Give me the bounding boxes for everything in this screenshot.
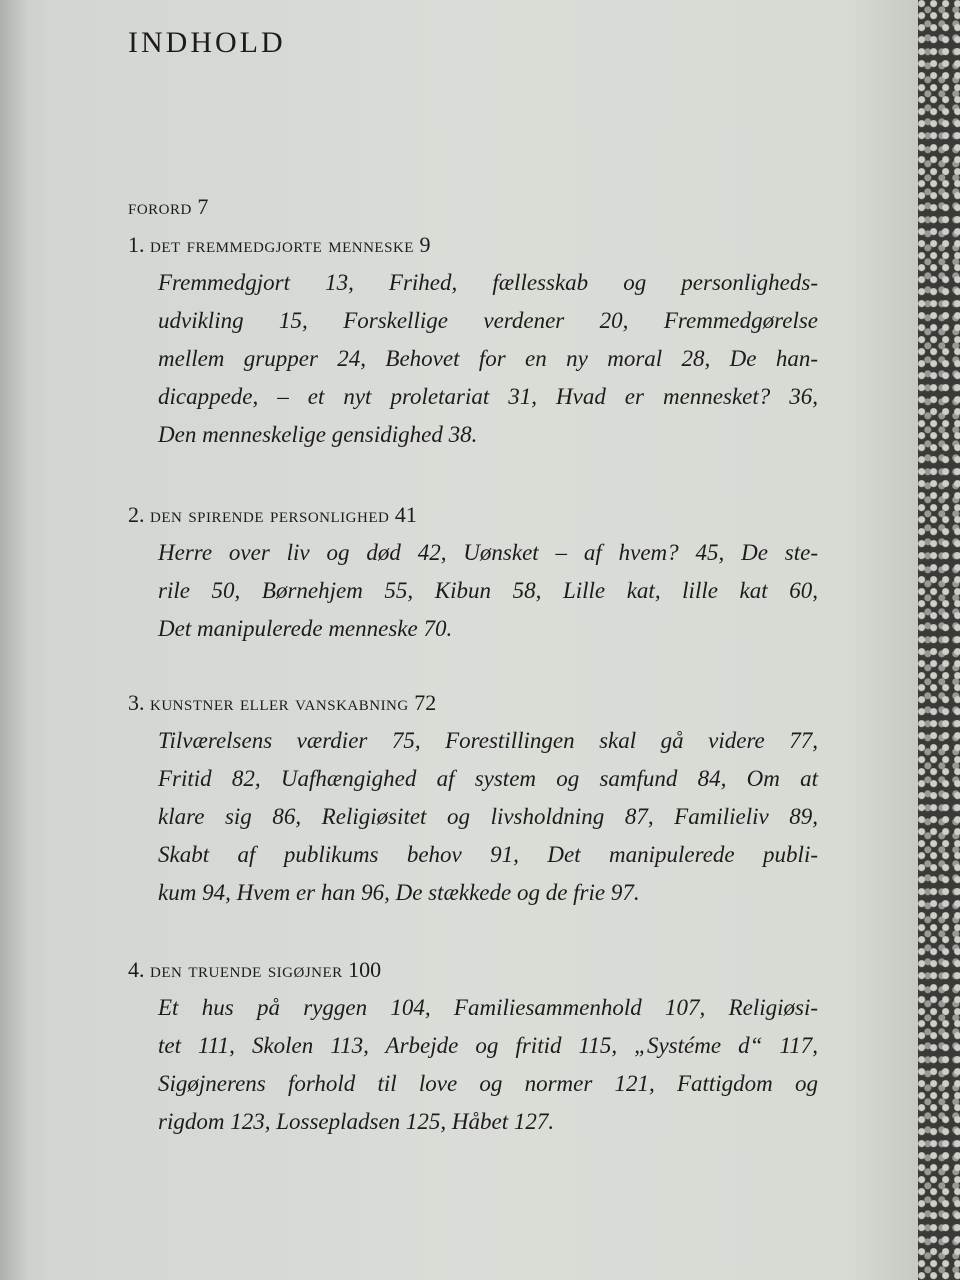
subsection-line: tet 111, Skolen 113, Arbejde og fritid 115, „Systéme d“ 117, <box>158 1033 818 1058</box>
toc-entry-foreword <box>128 192 818 222</box>
toc-heading <box>128 500 818 530</box>
toc-entry-chapter-2 <box>128 500 818 648</box>
subsection-line: Den menneskelige gensidighed 38. <box>158 422 478 447</box>
toc-heading <box>128 230 818 260</box>
chapter-subsections <box>158 722 818 912</box>
background-fabric <box>918 0 960 1280</box>
subsection-line: klare sig 86, Religiøsitet og livsholdning 87, Familieliv 89, <box>158 804 818 829</box>
subsection-line: Fritid 82, Uafhængighed af system og samfund 84, Om at <box>158 766 818 791</box>
chapter-number: 4. <box>128 957 145 982</box>
subsection-line: Tilværelsens værdier 75, Forestillingen skal gå videre 77, <box>158 728 818 753</box>
chapter-number: 1. <box>128 232 145 257</box>
chapter-number: 2. <box>128 502 145 527</box>
chapter-title: den spirende personlighed <box>150 502 390 527</box>
subsection-line: Fremmedgjort 13, Frihed, fællesskab og personligheds- <box>158 270 818 295</box>
toc-heading <box>128 688 818 718</box>
toc-entry-chapter-1 <box>128 230 818 454</box>
chapter-page: 100 <box>348 957 382 982</box>
toc-heading <box>128 955 818 985</box>
chapter-page: 41 <box>394 502 417 527</box>
page-gutter-shadow <box>0 0 28 1280</box>
subsection-line: dicappede, – et nyt proletariat 31, Hvad er mennesket? 36, <box>158 384 818 409</box>
toc-heading-page: 7 <box>197 194 209 219</box>
chapter-title: det fremmedgjorte menneske <box>150 232 414 257</box>
toc-entry-chapter-3 <box>128 688 818 912</box>
subsection-line: mellem grupper 24, Behovet for en ny moral 28, De han- <box>158 346 818 371</box>
subsection-line: Sigøjnerens forhold til love og normer 121, Fattigdom og <box>158 1071 818 1096</box>
chapter-page: 72 <box>414 690 437 715</box>
chapter-title: kunstner eller vanskabning <box>150 690 409 715</box>
subsection-line: rigdom 123, Lossepladsen 125, Håbet 127. <box>158 1109 555 1134</box>
subsection-line: Skabt af publikums behov 91, Det manipulerede publi- <box>158 842 818 867</box>
chapter-subsections <box>158 534 818 648</box>
chapter-subsections <box>158 264 818 454</box>
subsection-line: kum 94, Hvem er han 96, De stækkede og de frie 97. <box>158 880 640 905</box>
subsection-line: Det manipulerede menneske 70. <box>158 616 453 641</box>
chapter-subsections <box>158 989 818 1141</box>
chapter-title: den truende sigøjner <box>150 957 343 982</box>
subsection-line: udvikling 15, Forskellige verdener 20, Fremmedgørelse <box>158 308 818 333</box>
page-title: INDHOLD <box>128 26 286 59</box>
subsection-line: Et hus på ryggen 104, Familiesammenhold 107, Religiøsi- <box>158 995 818 1020</box>
toc-entry-chapter-4 <box>128 955 818 1141</box>
toc-heading-title: forord <box>128 194 192 219</box>
chapter-number: 3. <box>128 690 145 715</box>
subsection-line: rile 50, Børnehjem 55, Kibun 58, Lille kat, lille kat 60, <box>158 578 818 603</box>
toc-heading <box>128 192 818 222</box>
subsection-line: Herre over liv og død 42, Uønsket – af hvem? 45, De ste- <box>158 540 818 565</box>
chapter-page: 9 <box>419 232 431 257</box>
